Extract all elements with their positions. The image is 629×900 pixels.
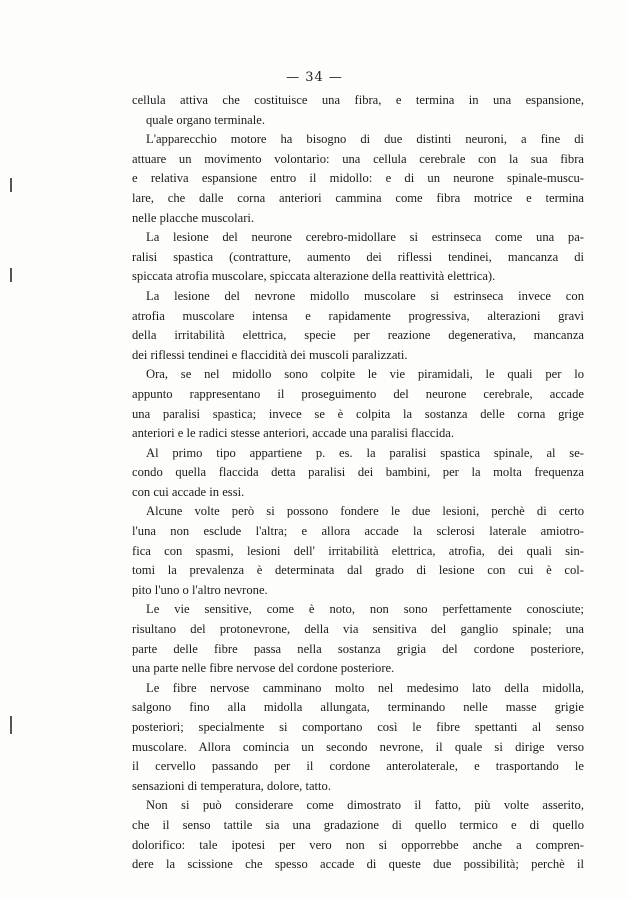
text-line: Le fibre nervose camminano molto nel medesimo lato della midolla, bbox=[146, 680, 584, 695]
text-line: fica con spasmi, lesioni dell' irritabilità elettrica, atrofia, dei quali sin- bbox=[132, 543, 584, 558]
text-line: una paralisi spastica; invece se è colpita la sostanza delle corna grige bbox=[132, 406, 584, 421]
page-number: — 34 — bbox=[286, 70, 343, 85]
margin-mark bbox=[10, 178, 12, 192]
text-line: risultano del protonevrone, della via sensitiva del ganglio spinale; una bbox=[132, 622, 584, 637]
text-line: muscolare. Allora comincia un secondo nevrone, il quale si dirige verso bbox=[132, 739, 584, 754]
text-line: tomi la prevalenza è determinata dal grado di lesione con cui è col- bbox=[132, 563, 584, 578]
text-line: dolorifico: tale ipotesi per vero non si opporrebbe anche a compren- bbox=[132, 837, 584, 852]
text-line: Ora, se nel midollo sono colpite le vie piramidali, le quali per lo bbox=[146, 367, 584, 382]
text-line: cellula attiva che costituisce una fibra, e termina in una espansione, bbox=[132, 93, 584, 107]
text-line: spiccata atrofia muscolare, spiccata alterazione della reattività elettrica). bbox=[132, 269, 496, 284]
text-line: pito l'uno o l'altro nevrone. bbox=[132, 582, 268, 597]
text-line: appunto rappresentano il proseguimento del neurone cerebrale, accade bbox=[132, 386, 584, 401]
text-line: condo quella flaccida detta paralisi dei bambini, per la molta frequenza bbox=[132, 465, 584, 480]
text-line: L'apparecchio motore ha bisogno di due distinti neuroni, a fine di bbox=[146, 132, 584, 147]
text-line: quale organo terminale. bbox=[146, 112, 266, 127]
text-line: anteriori e le radici stesse anteriori, accade una paralisi flaccida. bbox=[132, 426, 455, 441]
text-line: ralisi spastica (contratture, aumento dei riflessi tendinei, mancanza di bbox=[132, 249, 584, 264]
text-line: posteriori; specialmente si comportano così le fibre spettanti al senso bbox=[132, 720, 584, 734]
text-line: Non si può considerare come dimostrato il fatto, più volte asserito, bbox=[146, 798, 584, 813]
text-line: atrofia muscolare intensa e rapidamente progressiva, alterazioni gravi bbox=[132, 308, 584, 323]
text-line: nelle placche muscolari. bbox=[132, 210, 255, 225]
margin-mark bbox=[10, 268, 12, 282]
text-line: e relativa espansione entro il midollo: e di un neurone spinale-muscu- bbox=[132, 171, 584, 186]
text-line: sensazioni di temperatura, dolore, tatto. bbox=[132, 778, 331, 793]
text-line: l'una non esclude l'altra; e allora accade la sclerosi laterale amiotro- bbox=[132, 524, 584, 539]
text-line: La lesione del nevrone midollo muscolare si estrinseca invece con bbox=[146, 288, 584, 303]
text-line: con cui accade in essi. bbox=[132, 484, 245, 499]
text-line: Le vie sensitive, come è noto, non sono perfettamente conosciute; bbox=[146, 602, 584, 617]
text-line: lare, che dalle corna anteriori cammina come fibra motrice e termina bbox=[132, 190, 584, 205]
text-line: dei riflessi tendinei e flaccidità dei muscoli paralizzati. bbox=[132, 347, 408, 362]
text-line: Al primo tipo appartiene p. es. la paralisi spastica spinale, al se- bbox=[146, 445, 584, 460]
margin-mark bbox=[10, 716, 12, 734]
text-line: della irritabilità elettrica, specie per reazione degenerativa, mancanza bbox=[132, 328, 584, 343]
text-line: La lesione del neurone cerebro-midollare si estrinseca come una pa- bbox=[146, 230, 584, 245]
body-text bbox=[132, 91, 584, 875]
text-line: Alcune volte però si possono fondere le due lesioni, perchè di certo bbox=[146, 504, 584, 519]
text-line: parte delle fibre passa nella sostanza grigia del cordone posteriore, bbox=[132, 641, 584, 656]
text-line: dere la scissione che spesso accade di queste due possibilità; perchè il bbox=[132, 857, 584, 872]
text-line: una parte nelle fibre nervose del cordone posteriore. bbox=[132, 661, 395, 676]
text-line: salgono fino alla midolla allungata, terminando nelle masse grigie bbox=[132, 700, 584, 715]
text-line: il cervello passando per il cordone anterolaterale, e trasportando le bbox=[132, 759, 584, 774]
text-line: che il senso tattile sia una gradazione di quello termico e di quello bbox=[132, 817, 584, 832]
text-line: attuare un movimento volontario: una cellula cerebrale con la sua fibra bbox=[132, 151, 584, 166]
